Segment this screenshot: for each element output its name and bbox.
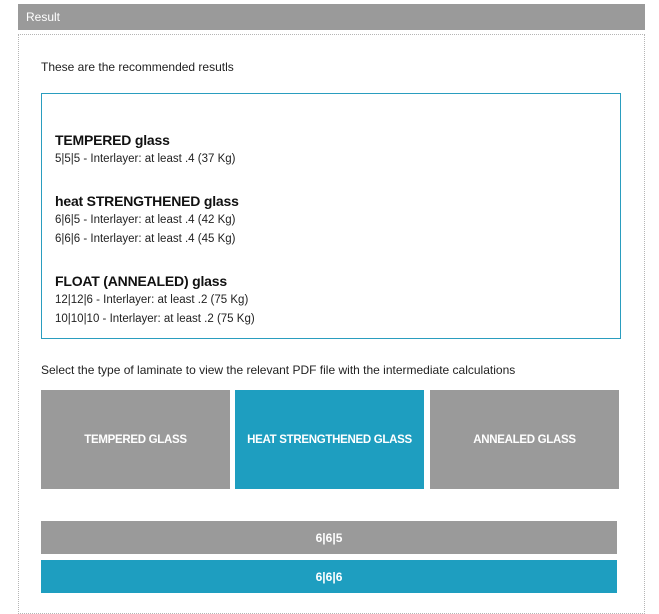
result-group-title: TEMPERED glass [55,132,170,148]
annealed-glass-button[interactable] [430,390,619,489]
result-line: 10|10|10 - Interlayer: at least .2 (75 Kg) [55,313,255,325]
result-line: 12|12|6 - Interlayer: at least .2 (75 Kg) [55,294,249,306]
annealed-glass-button-label: ANNEALED GLASS [473,433,576,446]
result-line: 6|6|6 - Interlayer: at least .4 (45 Kg) [55,233,236,245]
result-group-title: heat STRENGTHENED glass [55,193,239,209]
result-group-tempered [55,130,235,169]
option-6-6-6-button[interactable] [41,560,617,593]
result-group-heat-strengthened [55,191,239,249]
heat-strengthened-glass-button-label: HEAT STRENGTHENED GLASS [247,433,412,446]
heat-strengthened-glass-button[interactable] [235,390,424,489]
option-6-6-5-label: 6|6|5 [315,530,343,545]
result-group-title: FLOAT (ANNEALED) glass [55,273,227,289]
result-line: 6|6|5 - Interlayer: at least .4 (42 Kg) [55,214,236,226]
option-6-6-6-label: 6|6|6 [315,569,343,584]
option-6-6-5-button[interactable] [41,521,617,554]
result-line: 5|5|5 - Interlayer: at least .4 (37 Kg) [55,153,236,165]
tempered-glass-button[interactable] [41,390,230,489]
result-group-float-annealed [55,271,255,329]
result-header [18,4,645,30]
select-prompt: Select the type of laminate to view the relevant PDF file with the intermediate calculations [41,363,516,377]
intro-text: These are the recommended resutls [41,60,234,74]
tempered-glass-button-label: TEMPERED GLASS [84,433,187,446]
result-header-title: Result [26,10,61,24]
results-box [41,93,621,339]
